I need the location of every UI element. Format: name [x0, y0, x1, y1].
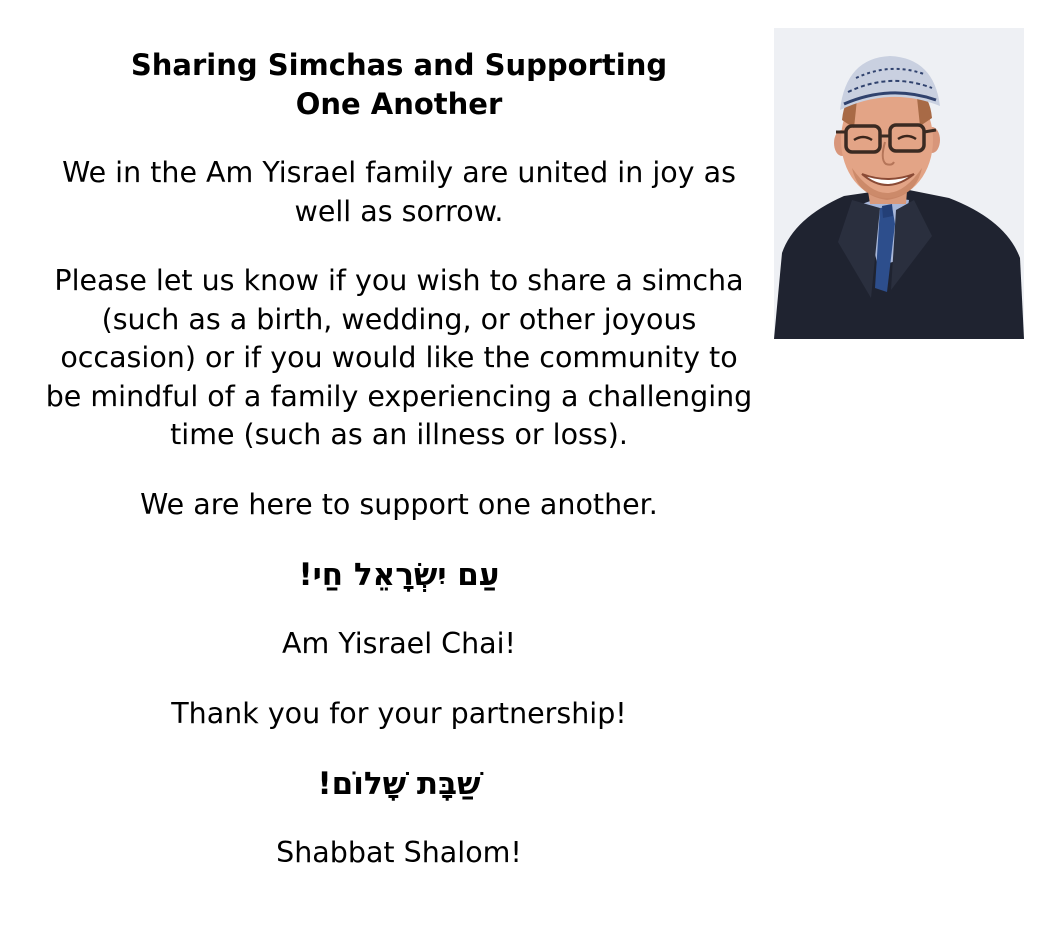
portrait-illustration — [774, 28, 1024, 339]
page-title: Sharing Simchas and Supporting One Another — [130, 48, 668, 121]
thanks-text: Thank you for your partnership! — [171, 696, 627, 730]
rabbi-portrait-photo — [774, 28, 1024, 339]
support-paragraph: We are here to support one another. — [140, 487, 658, 521]
intro-paragraph: We in the Am Yisrael family are united in joy as well as sorrow. — [62, 156, 736, 228]
message-column — [44, 46, 754, 904]
hebrew-am-yisrael-chai: עַם יִשְׂרָאֵל חַי! — [298, 557, 500, 593]
am-yisrael-chai-text: Am Yisrael Chai! — [282, 627, 516, 660]
hebrew-shabbat-shalom: שַׁבָּת שָׁלוֹם! — [317, 766, 481, 802]
shabbat-shalom-text: Shabbat Shalom! — [276, 836, 522, 869]
share-paragraph: Please let us know if you wish to share a simcha (such as a birth, wedding, or other joyous occasion) or if you would like the community to be mindful of a family experiencing a challenging time (such as an illness or loss). — [45, 264, 753, 451]
